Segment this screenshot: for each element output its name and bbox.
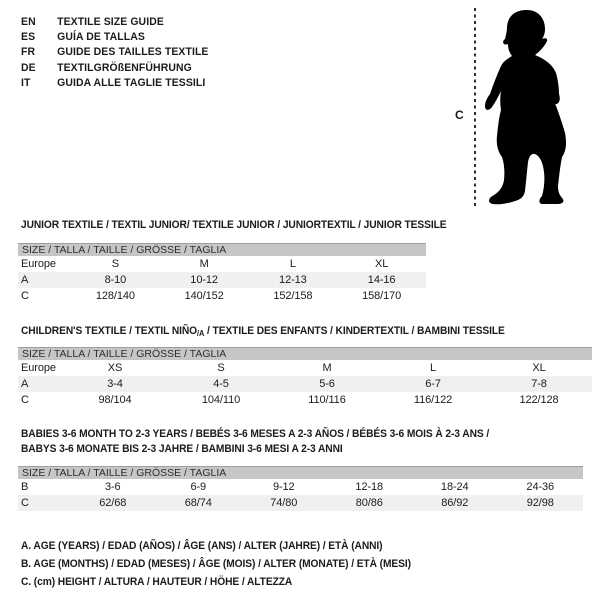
row-label: Europe xyxy=(21,362,56,374)
table-row xyxy=(18,392,592,408)
language-row xyxy=(21,61,209,76)
table-row xyxy=(18,360,592,376)
row-label: C xyxy=(21,290,29,302)
title-text: CHILDREN'S TEXTILE / TEXTIL NIÑO xyxy=(21,325,198,337)
size-cell: 10-12 xyxy=(190,274,218,286)
size-cell: 128/140 xyxy=(95,290,135,302)
section-title-line xyxy=(21,324,505,342)
language-title: GUIDA ALLE TAGLIE TESSILI xyxy=(57,76,206,89)
size-table xyxy=(18,466,583,511)
size-cell: 62/68 xyxy=(99,497,127,509)
section-title xyxy=(21,324,541,342)
size-cell: XL xyxy=(374,258,389,270)
language-row xyxy=(21,15,209,30)
size-cell: 104/110 xyxy=(201,394,241,406)
language-code: EN xyxy=(21,16,36,28)
table-row xyxy=(18,272,426,288)
row-label: A xyxy=(21,274,29,286)
language-row xyxy=(21,76,209,91)
size-cell: 80/86 xyxy=(355,497,383,509)
language-code: DE xyxy=(21,61,36,74)
size-cell: 122/128 xyxy=(519,394,559,406)
size-cell: 158/170 xyxy=(362,290,402,302)
size-table xyxy=(18,347,592,408)
size-cell: 3-4 xyxy=(107,378,123,390)
size-cell: 86/92 xyxy=(441,497,469,509)
language-list xyxy=(21,15,218,91)
size-cell: S xyxy=(217,362,225,374)
table-row xyxy=(18,495,583,511)
size-cell: XL xyxy=(532,362,546,374)
table-row xyxy=(18,479,583,495)
language-code: IT xyxy=(21,76,31,89)
size-cell: M xyxy=(322,362,332,374)
title-text: JUNIOR TEXTILE / TEXTIL JUNIOR/ TEXTILE JUNIOR / JUNIORTEXTIL / JUNIOR TESSILE xyxy=(21,219,447,231)
size-cell: 8-10 xyxy=(104,274,127,286)
language-title: GUIDE DES TAILLES TEXTILE xyxy=(57,46,209,59)
footnotes xyxy=(21,538,440,591)
size-cell: S xyxy=(111,258,119,270)
size-table-header: SIZE / TALLA / TAILLE / GRÖSSE / TAGLIA xyxy=(18,243,426,256)
toddler-silhouette-icon xyxy=(482,6,582,208)
subscript-text: /A xyxy=(197,329,205,338)
size-cell: L xyxy=(429,362,437,374)
row-label: A xyxy=(21,378,29,390)
language-code: FR xyxy=(21,46,36,59)
size-cell: 7-8 xyxy=(531,378,547,390)
size-cell: 140/152 xyxy=(184,290,224,302)
language-code: ES xyxy=(21,31,36,44)
size-table-header: SIZE / TALLA / TAILLE / GRÖSSE / TAGLIA xyxy=(18,466,583,479)
size-cell: 6-7 xyxy=(425,378,441,390)
size-cell: 4-5 xyxy=(213,378,229,390)
footnote: A. AGE (YEARS) / EDAD (AÑOS) / ÂGE (ANS) / ALTER (JAHRE) / ETÀ (ANNI) xyxy=(21,540,383,552)
section-title xyxy=(21,427,524,456)
language-title: GUÍA DE TALLAS xyxy=(57,31,145,44)
row-label: C xyxy=(21,394,29,406)
section-title-line xyxy=(21,442,489,457)
footnote: B. AGE (MONTHS) / EDAD (MESES) / ÂGE (MOIS) / ALTER (MONATE) / ETÀ (MESI) xyxy=(21,557,411,570)
size-cell: 152/158 xyxy=(273,290,313,302)
table-row xyxy=(18,376,592,392)
language-title: TEXTILE SIZE GUIDE xyxy=(57,16,164,28)
size-cell: 6-9 xyxy=(190,481,207,493)
size-cell: 18-24 xyxy=(440,481,469,493)
size-cell: 9-12 xyxy=(272,481,295,493)
language-row xyxy=(21,45,209,60)
row-label: B xyxy=(21,481,29,493)
row-label: Europe xyxy=(21,258,56,270)
size-cell: 92/98 xyxy=(526,497,554,509)
language-title: TEXTILGRÖßENFÜHRUNG xyxy=(57,61,192,74)
size-cell: 12-13 xyxy=(279,274,307,286)
table-row xyxy=(18,256,426,272)
size-cell: 14-16 xyxy=(367,274,396,286)
size-cell: 98/104 xyxy=(98,394,132,406)
table-row xyxy=(18,288,426,304)
size-cell: 68/74 xyxy=(184,497,212,509)
height-measure-label: C xyxy=(455,108,464,122)
size-cell: XS xyxy=(107,362,123,374)
title-text: / TEXTILE DES ENFANTS / KINDERTEXTIL / BAMBINI TESSILE xyxy=(204,325,505,337)
size-cell: 3-6 xyxy=(104,481,121,493)
section-title xyxy=(21,218,479,233)
section-title-line xyxy=(21,218,447,233)
size-cell: 24-36 xyxy=(526,481,555,493)
language-row xyxy=(21,30,209,45)
size-cell: 5-6 xyxy=(319,378,335,390)
size-table-header: SIZE / TALLA / TAILLE / GRÖSSE / TAGLIA xyxy=(18,347,592,360)
size-cell: L xyxy=(289,258,296,270)
size-cell: 110/116 xyxy=(308,394,346,406)
title-text: BABIES 3-6 MONTH TO 2-3 YEARS / BEBÉS 3-6 MESES A 2-3 AÑOS / BÉBÉS 3-6 MOIS À 2-3 ANS / xyxy=(21,428,490,440)
title-text: BABYS 3-6 MONATE BIS 2-3 JAHRE / BAMBINI 3-6 MESI A 2-3 ANNI xyxy=(21,442,343,455)
size-cell: M xyxy=(199,258,209,270)
size-table xyxy=(18,243,426,304)
height-measure-dashed-line xyxy=(474,8,476,206)
size-cell: 74/80 xyxy=(270,497,298,509)
size-cell: 12-18 xyxy=(355,481,384,493)
section-title-line xyxy=(21,427,489,442)
row-label: C xyxy=(21,497,29,509)
footnote: C. (cm) HEIGHT / ALTURA / HAUTEUR / HÖHE / ALTEZZA xyxy=(21,575,293,588)
size-cell: 116/122 xyxy=(413,394,453,406)
